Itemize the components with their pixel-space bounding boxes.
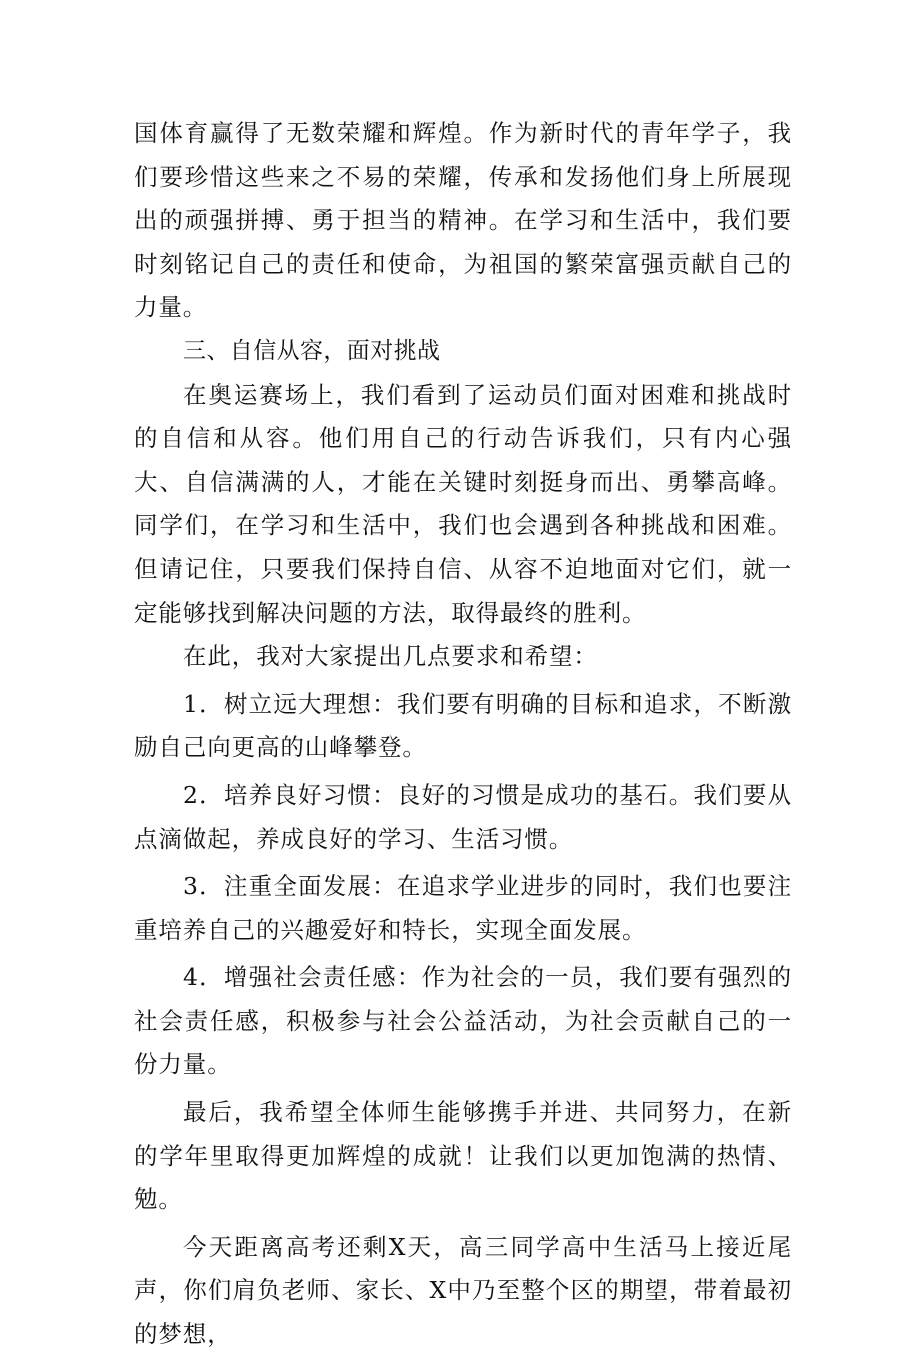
list-number: 2． — [183, 780, 224, 809]
paragraph-confidence: 在奥运赛场上，我们看到了运动员们面对困难和挑战时的自信和从容。他们用自己的行动告诉我们，只有内心强大、自信满满的人，才能在关键时刻挺身而出、勇攀高峰。同学们，在学习和生活中，我们也会遇到各种挑战和困难。但请记住，只要我们保持自信、从容不迫地面对它们，就一定能够找到解决问题的方法，取得最终的胜利。 — [134, 380, 792, 627]
paragraph-gaokao: 今天距离高考还剩X天，高三同学高中生活马上接近尾声，你们肩负老师、家长、X中乃至整个区的期望，带着最初的梦想， — [134, 1232, 792, 1349]
paragraph-closing: 最后，我希望全体师生能够携手并进、共同努力，在新的学年里取得更加辉煌的成就！让我们以更加饱满的热情、勉。 — [134, 1098, 792, 1214]
list-text: 培养良好习惯：良好的习惯是成功的基石。我们要从点滴做起，养成良好的学习、生活习惯。 — [134, 780, 792, 853]
list-item-2 — [134, 774, 792, 861]
paragraph-requirements-intro: 在此，我对大家提出几点要求和希望： — [183, 642, 598, 671]
paragraph-continuation: 国体育赢得了无数荣耀和辉煌。作为新时代的青年学子，我们要珍惜这些来之不易的荣耀，传承和发扬他们身上所展现出的顽强拼搏、勇于担当的精神。在学习和生活中，我们要时刻铭记自己的责任和使命，为祖国的繁荣富强贡献自己的力量。 — [134, 119, 792, 322]
list-text: 增强社会责任感：作为社会的一员，我们要有强烈的社会责任感，积极参与社会公益活动，为社会贡献自己的一份力量。 — [134, 963, 792, 1079]
list-number: 3． — [183, 872, 224, 901]
section-heading: 三、自信从容，面对挑战 — [183, 337, 441, 364]
list-number: 4． — [183, 963, 224, 992]
list-text: 注重全面发展：在追求学业进步的同时，我们也要注重培养自己的兴趣爱好和特长，实现全面发展。 — [134, 872, 792, 944]
list-number: 1． — [183, 689, 224, 718]
list-item-3 — [134, 865, 792, 952]
list-text: 树立远大理想：我们要有明确的目标和追求，不断激励自己向更高的山峰攀登。 — [134, 689, 792, 762]
list-item-1 — [134, 683, 792, 770]
list-item-4 — [134, 956, 792, 1087]
